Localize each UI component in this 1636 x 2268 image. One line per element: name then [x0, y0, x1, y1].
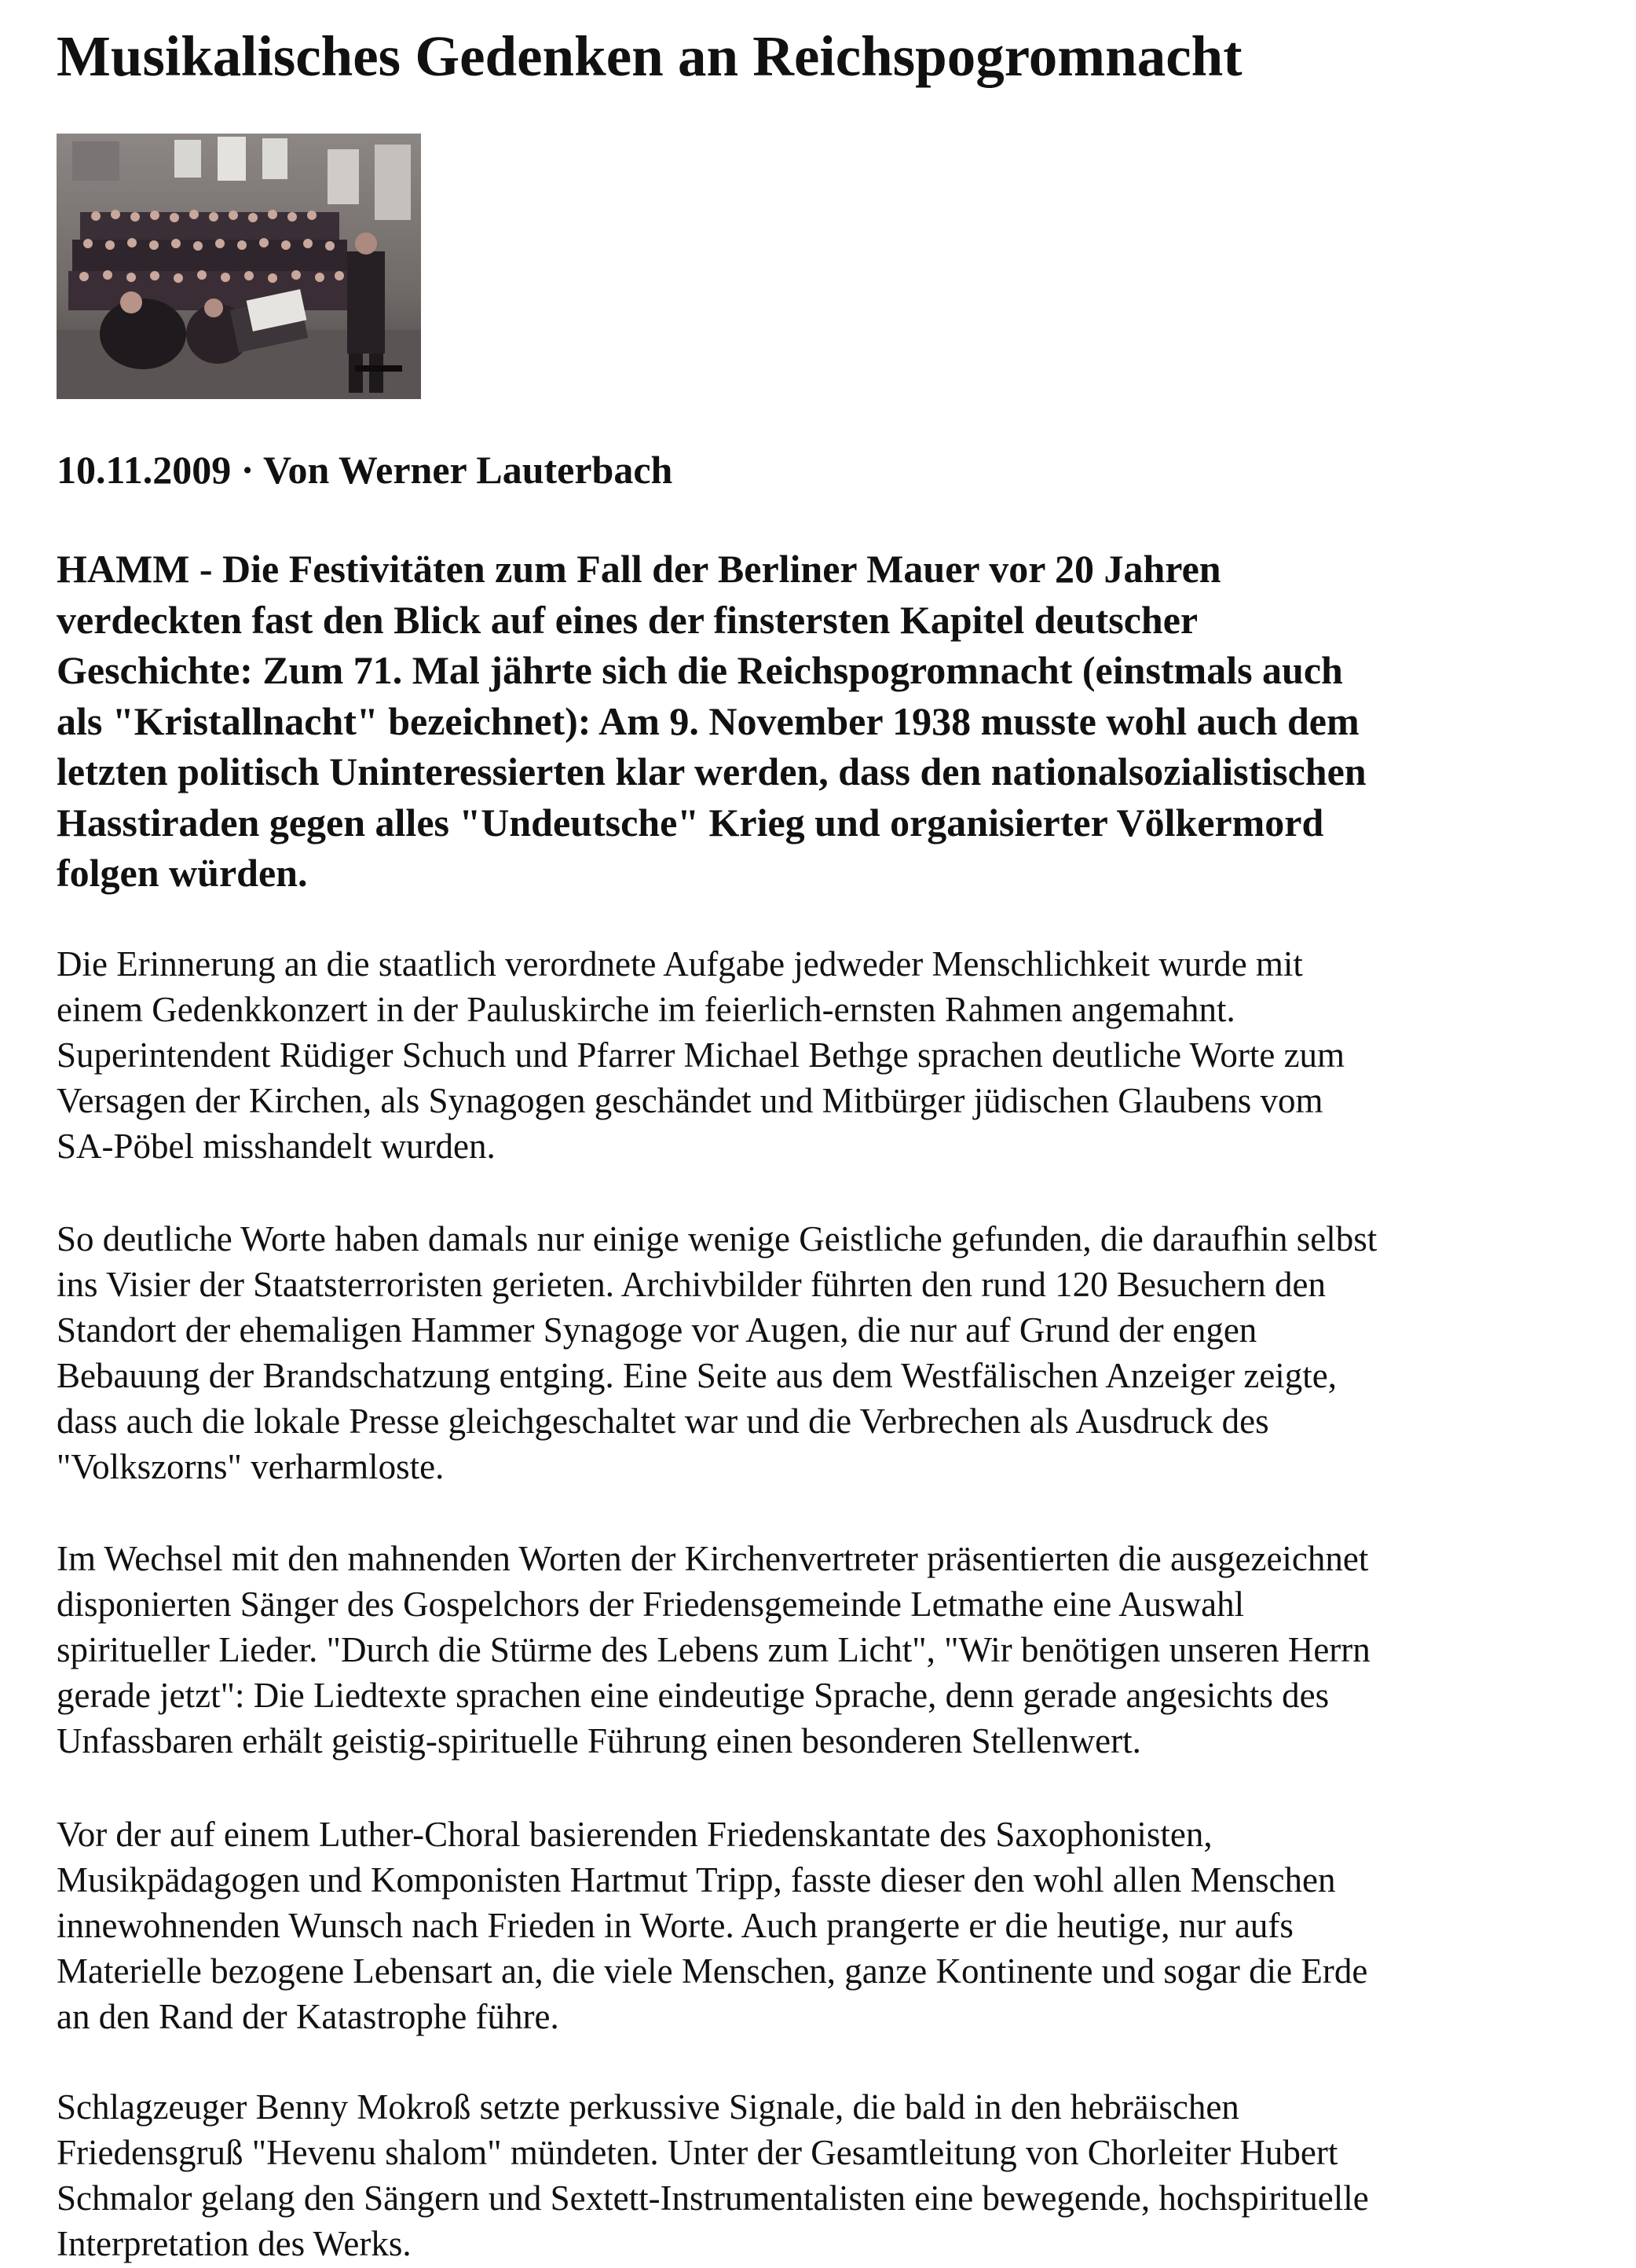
paragraph-line: gerade jetzt": Die Liedtexte sprachen eine eindeutige Sprache, denn gerade angesichts des [57, 1676, 1330, 1715]
paragraph-line: Versagen der Kirchen, als Synagogen geschändet und Mitbürger jüdischen Glaubens vom [57, 1081, 1323, 1120]
lead-line: als "Kristallnacht" bezeichnet): Am 9. November 1938 musste wohl auch dem [57, 698, 1360, 743]
paragraph-line: Superintendent Rüdiger Schuch und Pfarrer Michael Bethge sprachen deutliche Worte zum [57, 1035, 1345, 1075]
article-title: Musikalisches Gedenken an Reichspogromnacht [57, 24, 1243, 88]
body-paragraph [57, 1812, 1553, 2039]
paragraph-line: Die Erinnerung an die staatlich verordnete Aufgabe jedweder Menschlichkeit wurde mit [57, 944, 1303, 984]
paragraph-line: an den Rand der Katastrophe führe. [57, 1997, 559, 2036]
body-paragraph [57, 1216, 1553, 1489]
paragraph-line: Bebauung der Brandschatzung entging. Eine Seite aus dem Westfälischen Anzeiger zeigte, [57, 1356, 1338, 1395]
paragraph-line: SA-Pöbel misshandelt wurden. [57, 1127, 496, 1166]
paragraph-line: Friedensgruß "Hevenu shalom" mündeten. Unter der Gesamtleitung von Chorleiter Hubert [57, 2133, 1338, 2172]
paragraph-line: Vor der auf einem Luther-Choral basierenden Friedenskantate des Saxophonisten, [57, 1815, 1213, 1854]
lead-line: HAMM - Die Festivitäten zum Fall der Berliner Mauer vor 20 Jahren [57, 547, 1221, 591]
paragraph-line: Materielle bezogene Lebensart an, die viele Menschen, ganze Kontinente und sogar die Erde [57, 1951, 1368, 1991]
article-lead [57, 544, 1553, 899]
paragraph-line: "Volkszorns" verharmloste. [57, 1447, 445, 1486]
lead-line: verdeckten fast den Blick auf eines der finstersten Kapitel deutscher [57, 597, 1199, 642]
concert-photo [57, 134, 421, 399]
concert-photo-icon [57, 134, 421, 399]
paragraph-line: spiritueller Lieder. "Durch die Stürme des Lebens zum Licht", "Wir benötigen unseren Herrn [57, 1630, 1371, 1669]
lead-line: Geschichte: Zum 71. Mal jährte sich die Reichspogromnacht (einstmals auch [57, 648, 1343, 692]
paragraph-line: Interpretation des Werks. [57, 2224, 412, 2263]
paragraph-line: Schlagzeuger Benny Mokroß setzte perkussive Signale, die bald in den hebräischen [57, 2087, 1239, 2127]
paragraph-line: Standort der ehemaligen Hammer Synagoge vor Augen, die nur auf Grund der engen [57, 1310, 1257, 1350]
body-paragraph [57, 941, 1553, 1169]
article-byline: 10.11.2009 · Von Werner Lauterbach [57, 448, 673, 492]
body-paragraph [57, 1536, 1553, 1764]
body-paragraph [57, 2084, 1553, 2266]
lead-line: letzten politisch Uninteressierten klar werden, dass den nationalsozialistischen [57, 749, 1367, 793]
paragraph-line: einem Gedenkkonzert in der Pauluskirche im feierlich-ernsten Rahmen angemahnt. [57, 990, 1235, 1029]
lead-line: Hasstiraden gegen alles "Undeutsche" Krieg und organisierter Völkermord [57, 800, 1324, 845]
paragraph-line: Unfassbaren erhält geistig-spirituelle Führung einen besonderen Stellenwert. [57, 1721, 1141, 1761]
lead-line: folgen würden. [57, 851, 308, 895]
paragraph-line: ins Visier der Staatsterroristen gerieten. Archivbilder führten den rund 120 Besuchern den [57, 1265, 1327, 1304]
paragraph-line: So deutliche Worte haben damals nur einige wenige Geistliche gefunden, die daraufhin selbst [57, 1219, 1378, 1259]
paragraph-line: Musikpädagogen und Komponisten Hartmut Tripp, fasste dieser den wohl allen Menschen [57, 1860, 1336, 1900]
paragraph-line: dass auch die lokale Presse gleichgeschaltet war und die Verbrechen als Ausdruck des [57, 1401, 1269, 1441]
paragraph-line: disponierten Sänger des Gospelchors der Friedensgemeinde Letmathe eine Auswahl [57, 1585, 1245, 1624]
paragraph-line: Schmalor gelang den Sängern und Sextett-Instrumentalisten eine bewegende, hochspirituelle [57, 2178, 1369, 2218]
paragraph-line: innewohnenden Wunsch nach Frieden in Worte. Auch prangerte er die heutige, nur aufs [57, 1906, 1294, 1945]
paragraph-line: Im Wechsel mit den mahnenden Worten der Kirchenvertreter präsentierten die ausgezeichnet [57, 1539, 1369, 1578]
